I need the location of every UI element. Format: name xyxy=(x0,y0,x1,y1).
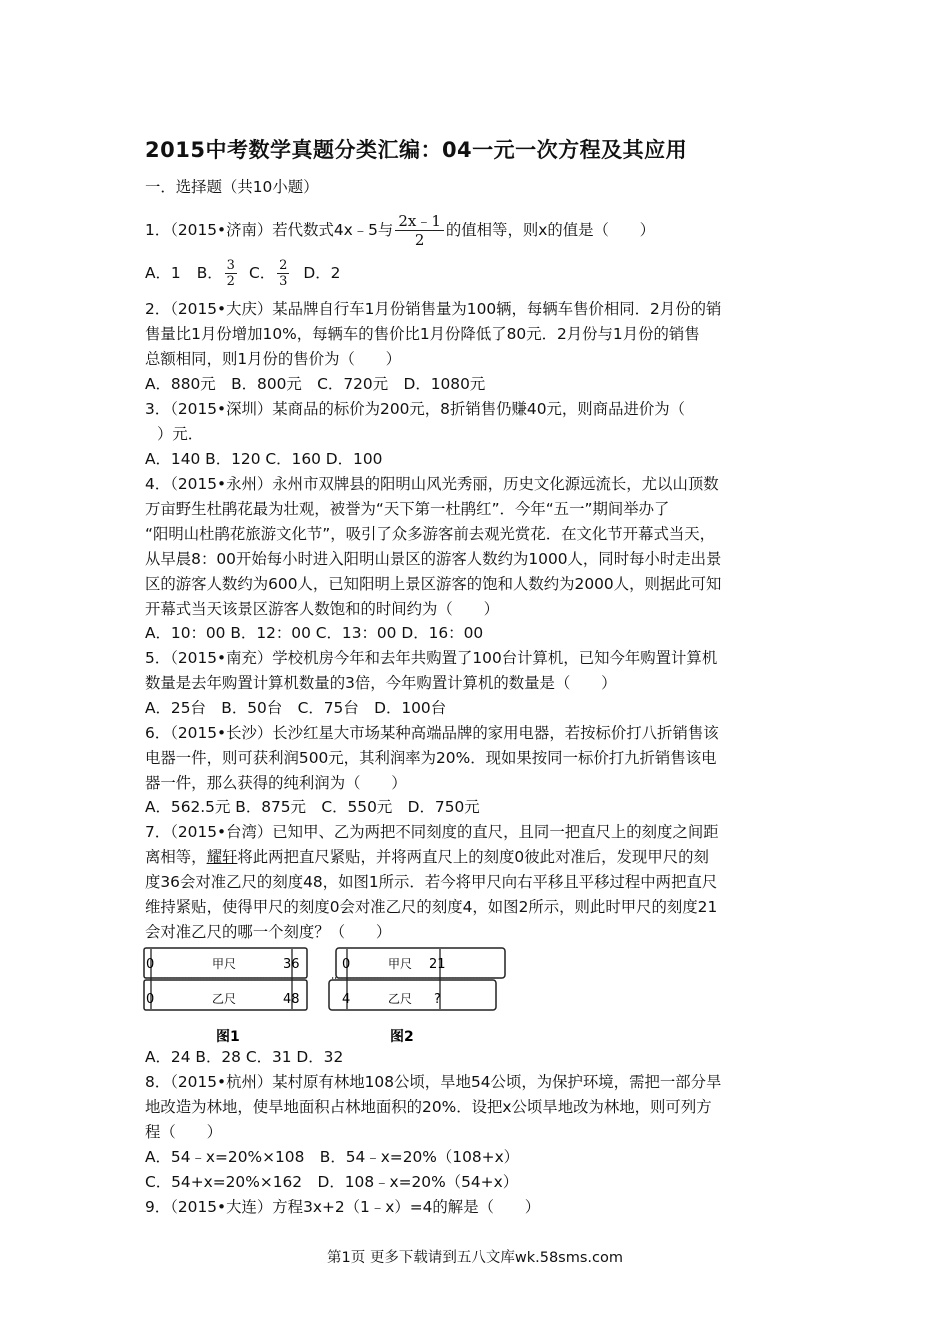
question-4-line-5: 区的游客人数约为600人，已知阳明上景区游客的饱和人数约为2000人，则据此可知 xyxy=(145,575,722,593)
question-7-line-1: 7．（2015•台湾）已知甲、乙为两把不同刻度的直尺，且同一把直尺上的刻度之间距 xyxy=(145,823,719,841)
question-6-line-3: 器一件，那么获得的纯利润为（ ） xyxy=(145,774,407,792)
question-7-line-3: 度36会对准乙尺的刻度48，如图1所示．若今将甲尺向右平移且平移过程中两把直尺 xyxy=(145,873,718,891)
question-4-options: A．10：00 B．12：00 C．13：00 D．16：00 xyxy=(145,624,484,642)
fig2-top-label: 甲尺 xyxy=(388,957,413,971)
question-4-line-4: 从早晨8：00开始每小时进入阳明山景区的游客人数约为1000人，同时每小时走出景 xyxy=(145,550,722,568)
question-6-line-2: 电器一件，则可获利润500元，其利润率为20%．现如果按同一标价打九折销售该电 xyxy=(145,749,717,767)
section-heading: 一．选择题（共10小题） xyxy=(145,178,319,196)
fig1-top-label: 甲尺 xyxy=(212,957,237,971)
fig1-caption: 图1 xyxy=(216,1029,240,1045)
question-5-line-1: 5．（2015•南充）学校机房今年和去年共购置了100台计算机，已知今年购置计算机 xyxy=(145,649,718,667)
fig2-top-21: 21 xyxy=(429,957,446,972)
fig2-top-0: 0 xyxy=(342,957,351,972)
question-5-line-2: 数量是去年购置计算机数量的3倍，今年购置计算机的数量是（ ） xyxy=(145,674,617,692)
q1-fraction xyxy=(395,212,444,249)
question-8-options-ab: A．54﹣x=20%×108 B．54﹣x=20%（108+x） xyxy=(145,1148,520,1166)
fig2-bottom-question: ? xyxy=(434,992,441,1007)
figure-2 xyxy=(329,948,505,1045)
q1-opt-b-num: 3 xyxy=(226,258,235,273)
q1-stem-a: 1．（2015•济南）若代数式4x﹣5与 xyxy=(145,221,394,239)
fig1-top-36: 36 xyxy=(283,957,300,972)
fig2-ruler-yi xyxy=(329,980,496,1010)
question-3-line-2: ）元． xyxy=(157,425,204,443)
question-4-line-3: “阳明山杜鹃花旅游文化节”，吸引了众多游客前去观光赏花．在文化节开幕式当天， xyxy=(145,525,716,543)
question-4-line-1: 4．（2015•永州）永州市双牌县的阳明山风光秀丽，历史文化源远流长，尤以山顶数 xyxy=(145,475,719,493)
question-7-options: A．24 B．28 C．31 D．32 xyxy=(145,1048,344,1066)
question-6-options: A．562.5元 B．875元 C．550元 D．750元 xyxy=(145,798,480,816)
question-2-line-3: 总额相同，则1月份的售价为（ ） xyxy=(145,350,402,368)
question-5-options: A．25台 B．50台 C．75台 D．100台 xyxy=(145,699,447,717)
q7-line-2-b: 将此两把直尺紧贴，并将两直尺上的刻度0彼此对准后，发现甲尺的刻 xyxy=(237,848,709,866)
fig1-bottom-0: 0 xyxy=(146,992,155,1007)
q7-line-2-a: 离相等， xyxy=(145,848,207,866)
question-4-line-6: 开幕式当天该景区游客人数饱和的时间约为（ ） xyxy=(145,600,499,618)
q1-option-c: C． xyxy=(248,264,276,282)
page-footer: 第1页 更多下载请到五八文库wk.58sms.com xyxy=(327,1250,623,1266)
fig2-caption: 图2 xyxy=(390,1029,414,1045)
question-7-line-4: 维持紧贴，使得甲尺的刻度0会对准乙尺的刻度4，如图2所示，则此时甲尺的刻度21 xyxy=(145,898,718,916)
q7-underlined-name: 耀轩 xyxy=(206,848,238,866)
question-3-line-1: 3．（2015•深圳）某商品的标价为200元，8折销售仍赚40元，则商品进价为（ xyxy=(145,400,686,418)
question-8-line-3: 程（ ） xyxy=(145,1123,222,1141)
q1-opt-c-den: 3 xyxy=(279,274,288,289)
question-9-line-1: 9．（2015•大连）方程3x+2（1﹣x）=4的解是（ ） xyxy=(145,1198,541,1216)
q1-option-b: B． xyxy=(196,264,223,282)
question-4-line-2: 万亩野生杜鹃花最为壮观，被誉为“天下第一杜鹃红”．今年“五一”期间举办了 xyxy=(145,500,670,518)
question-2-line-1: 2．（2015•大庆）某品牌自行车1月份销售量为100辆，每辆车售价相同．2月份的销 xyxy=(145,300,722,318)
figure-1 xyxy=(144,948,307,1045)
q1-frac-den: 2 xyxy=(414,231,425,249)
question-3-options: A．140 B．120 C．160 D．100 xyxy=(145,450,383,468)
ruler-figure xyxy=(142,946,514,1046)
question-8-options-cd: C．54+x=20%×162 D．108﹣x=20%（54+x） xyxy=(145,1173,519,1191)
q1-stem-b: 的值相等，则x的值是（ ） xyxy=(445,221,656,239)
q1-frac-num: 2x﹣1 xyxy=(395,212,444,231)
q1-option-d: D．2 xyxy=(303,264,341,282)
fig1-top-0: 0 xyxy=(146,957,155,972)
fig1-bottom-48: 48 xyxy=(283,992,300,1007)
question-7-line-2 xyxy=(145,846,709,868)
q1-option-a: A．1 xyxy=(145,264,181,282)
fig2-ruler-jia xyxy=(336,948,505,978)
question-7-line-5: 会对准乙尺的哪一个刻度？（ ） xyxy=(145,923,392,941)
question-8-line-2: 地改造为林地，使旱地面积占林地面积的20%．设把x公顷旱地改为林地，则可列方 xyxy=(145,1098,712,1116)
fig1-bottom-label: 乙尺 xyxy=(212,992,237,1006)
q1-opt-c-num: 2 xyxy=(279,258,288,273)
q1-option-b-fraction xyxy=(225,258,237,289)
question-2-line-2: 售量比1月份增加10%，每辆车的售价比1月份降低了80元．2月份与1月份的销售 xyxy=(145,325,700,343)
fig2-bottom-label: 乙尺 xyxy=(388,992,413,1006)
q1-option-c-fraction xyxy=(277,258,289,289)
question-2-options: A．880元 B．800元 C．720元 D．1080元 xyxy=(145,375,486,393)
fig2-bottom-4: 4 xyxy=(342,992,351,1007)
q1-opt-b-den: 2 xyxy=(226,274,235,289)
question-1-options xyxy=(145,258,340,289)
question-6-line-1: 6．（2015•长沙）长沙红星大市场某种高端品牌的家用电器，若按标价打八折销售该 xyxy=(145,724,719,742)
question-8-line-1: 8．（2015•杭州）某村原有林地108公顷，旱地54公顷，为保护环境，需把一部分旱 xyxy=(145,1073,722,1091)
question-1-stem xyxy=(145,212,655,249)
page-title: 2015中考数学真题分类汇编：04一元一次方程及其应用 xyxy=(145,138,688,162)
